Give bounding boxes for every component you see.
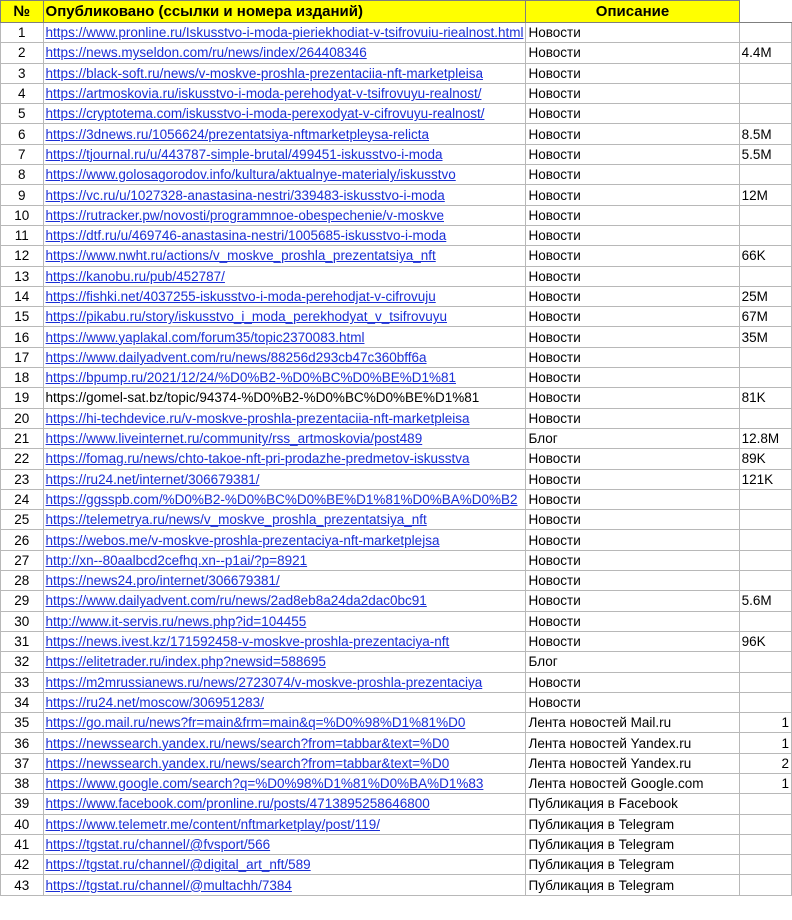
row-number-cell[interactable]: 34 bbox=[1, 692, 44, 712]
reach-cell[interactable]: 67M bbox=[739, 307, 791, 327]
row-number-cell[interactable]: 17 bbox=[1, 347, 44, 367]
link-cell[interactable]: https://fishki.net/4037255-iskusstvo-i-moda-perehodjat-v-cifrovuju bbox=[43, 286, 526, 306]
reach-cell[interactable] bbox=[739, 692, 791, 712]
description-cell[interactable]: Новости bbox=[526, 327, 739, 347]
description-cell[interactable]: Новости bbox=[526, 692, 739, 712]
header-number[interactable]: № bbox=[1, 1, 44, 23]
reach-cell[interactable] bbox=[739, 489, 791, 509]
table-row bbox=[1, 814, 792, 834]
description-cell[interactable]: Новости bbox=[526, 286, 739, 306]
link-cell[interactable]: https://elitetrader.ru/index.php?newsid=588695 bbox=[43, 652, 526, 672]
table-row bbox=[1, 794, 792, 814]
reach-cell[interactable] bbox=[739, 550, 791, 570]
row-number-cell[interactable]: 8 bbox=[1, 165, 44, 185]
link-cell[interactable]: https://3dnews.ru/1056624/prezentatsiya-nftmarketpleysa-relicta bbox=[43, 124, 526, 144]
reach-cell[interactable]: 121K bbox=[739, 469, 791, 489]
description-cell[interactable]: Новости bbox=[526, 83, 739, 103]
description-cell[interactable]: Новости bbox=[526, 530, 739, 550]
row-number-cell[interactable]: 11 bbox=[1, 225, 44, 245]
row-number-cell[interactable]: 43 bbox=[1, 875, 44, 895]
row-number-cell[interactable]: 12 bbox=[1, 246, 44, 266]
description-cell[interactable]: Новости bbox=[526, 591, 739, 611]
reach-cell[interactable]: 66K bbox=[739, 246, 791, 266]
row-number-cell[interactable]: 31 bbox=[1, 631, 44, 651]
table-row bbox=[1, 875, 792, 895]
row-number-cell[interactable]: 5 bbox=[1, 104, 44, 124]
table-row bbox=[1, 408, 792, 428]
row-number-cell[interactable]: 20 bbox=[1, 408, 44, 428]
row-number-cell[interactable]: 27 bbox=[1, 550, 44, 570]
description-cell[interactable]: Новости bbox=[526, 307, 739, 327]
table-body bbox=[1, 23, 792, 896]
row-number-cell[interactable]: 21 bbox=[1, 428, 44, 448]
reach-cell[interactable] bbox=[739, 794, 791, 814]
row-number-cell[interactable]: 16 bbox=[1, 327, 44, 347]
table-row bbox=[1, 672, 792, 692]
reach-cell[interactable] bbox=[739, 165, 791, 185]
link-cell[interactable]: https://tgstat.ru/channel/@digital_art_nft/589 bbox=[43, 855, 526, 875]
reach-cell[interactable]: 12.8M bbox=[739, 428, 791, 448]
description-cell[interactable]: Новости bbox=[526, 43, 739, 63]
description-cell[interactable]: Новости bbox=[526, 144, 739, 164]
row-number-cell[interactable]: 19 bbox=[1, 388, 44, 408]
link-cell[interactable]: https://fomag.ru/news/chto-takoe-nft-pri-prodazhe-predmetov-iskusstva bbox=[43, 449, 526, 469]
reach-cell[interactable]: 1 bbox=[739, 773, 791, 793]
description-cell[interactable]: Новости bbox=[526, 225, 739, 245]
reach-cell[interactable] bbox=[739, 408, 791, 428]
reach-cell[interactable] bbox=[739, 104, 791, 124]
link-cell[interactable]: https://www.nwht.ru/actions/v_moskve_proshla_prezentatsiya_nft bbox=[43, 246, 526, 266]
reach-cell[interactable] bbox=[739, 63, 791, 83]
description-cell[interactable]: Лента новостей Mail.ru bbox=[526, 713, 739, 733]
table-row bbox=[1, 631, 792, 651]
header-row bbox=[1, 1, 792, 23]
link-cell[interactable]: https://www.facebook.com/pronline.ru/posts/4713895258646800 bbox=[43, 794, 526, 814]
reach-cell[interactable]: 2 bbox=[739, 753, 791, 773]
table-row bbox=[1, 83, 792, 103]
table-row bbox=[1, 611, 792, 631]
description-cell[interactable]: Новости bbox=[526, 672, 739, 692]
link-cell[interactable]: https://vc.ru/u/1027328-anastasina-nestri/339483-iskusstvo-i-moda bbox=[43, 185, 526, 205]
reach-cell[interactable] bbox=[739, 205, 791, 225]
table-row bbox=[1, 286, 792, 306]
header-reach[interactable] bbox=[739, 1, 791, 23]
reach-cell[interactable]: 96K bbox=[739, 631, 791, 651]
row-number-cell[interactable]: 42 bbox=[1, 855, 44, 875]
link-cell[interactable]: https://kanobu.ru/pub/452787/ bbox=[43, 266, 526, 286]
row-number-cell[interactable]: 30 bbox=[1, 611, 44, 631]
row-number-cell[interactable]: 25 bbox=[1, 510, 44, 530]
description-cell[interactable]: Публикация в Telegram bbox=[526, 855, 739, 875]
description-cell[interactable]: Новости bbox=[526, 449, 739, 469]
description-cell[interactable]: Лента новостей Yandex.ru bbox=[526, 733, 739, 753]
table-row bbox=[1, 733, 792, 753]
description-cell[interactable]: Новости bbox=[526, 246, 739, 266]
table-row bbox=[1, 489, 792, 509]
reach-cell[interactable] bbox=[739, 225, 791, 245]
reach-cell[interactable] bbox=[739, 510, 791, 530]
reach-cell[interactable]: 5.6M bbox=[739, 591, 791, 611]
row-number-cell[interactable]: 32 bbox=[1, 652, 44, 672]
description-cell[interactable]: Новости bbox=[526, 408, 739, 428]
description-cell[interactable]: Новости bbox=[526, 63, 739, 83]
description-cell[interactable]: Новости bbox=[526, 469, 739, 489]
link-cell[interactable]: https://www.dailyadvent.com/ru/news/88256d293cb47c360bff6a bbox=[43, 347, 526, 367]
description-cell[interactable]: Новости bbox=[526, 266, 739, 286]
link-cell[interactable]: https://webos.me/v-moskve-proshla-prezentaciya-nft-marketplejsa bbox=[43, 530, 526, 550]
description-cell[interactable]: Новости bbox=[526, 104, 739, 124]
link-cell[interactable]: https://gomel-sat.bz/topic/94374-%D0%B2-%D0%BC%D0%BE%D1%81 bbox=[43, 388, 526, 408]
description-cell[interactable]: Блог bbox=[526, 652, 739, 672]
reach-cell[interactable] bbox=[739, 611, 791, 631]
link-cell[interactable]: https://newssearch.yandex.ru/news/search?from=tabbar&text=%D0 bbox=[43, 733, 526, 753]
table-row bbox=[1, 388, 792, 408]
link-cell[interactable]: https://www.liveinternet.ru/community/rss_artmoskovia/post489 bbox=[43, 428, 526, 448]
table-row bbox=[1, 185, 792, 205]
row-number-cell[interactable]: 10 bbox=[1, 205, 44, 225]
link-cell[interactable]: https://cryptotema.com/iskusstvo-i-moda-perexodyat-v-cifrovuyu-realnost/ bbox=[43, 104, 526, 124]
row-number-cell[interactable]: 39 bbox=[1, 794, 44, 814]
description-cell[interactable]: Публикация в Telegram bbox=[526, 834, 739, 854]
link-cell[interactable]: https://www.pronline.ru/Iskusstvo-i-moda-pieriekhodiat-v-tsifrovuiu-riealnost.html bbox=[43, 23, 526, 43]
link-cell[interactable]: https://artmoskovia.ru/iskusstvo-i-moda-perehodyat-v-tsifrovuyu-realnost/ bbox=[43, 83, 526, 103]
row-number-cell[interactable]: 24 bbox=[1, 489, 44, 509]
link-cell[interactable]: https://tgstat.ru/channel/@fvsport/566 bbox=[43, 834, 526, 854]
link-cell[interactable]: https://m2mrussianews.ru/news/2723074/v-moskve-proshla-prezentaciya bbox=[43, 672, 526, 692]
link-cell[interactable]: https://ru24.net/moscow/306951283/ bbox=[43, 692, 526, 712]
row-number-cell[interactable]: 15 bbox=[1, 307, 44, 327]
description-cell[interactable]: Новости bbox=[526, 510, 739, 530]
table-row bbox=[1, 266, 792, 286]
link-cell[interactable]: https://www.google.com/search?q=%D0%98%D1%81%D0%BA%D1%83 bbox=[43, 773, 526, 793]
link-cell[interactable]: https://www.telemetr.me/content/nftmarketplay/post/119/ bbox=[43, 814, 526, 834]
row-number-cell[interactable]: 1 bbox=[1, 23, 44, 43]
table-row bbox=[1, 530, 792, 550]
reach-cell[interactable] bbox=[739, 530, 791, 550]
table-row bbox=[1, 63, 792, 83]
row-number-cell[interactable]: 37 bbox=[1, 753, 44, 773]
table-row bbox=[1, 692, 792, 712]
reach-cell[interactable]: 5.5M bbox=[739, 144, 791, 164]
row-number-cell[interactable]: 2 bbox=[1, 43, 44, 63]
row-number-cell[interactable]: 23 bbox=[1, 469, 44, 489]
table-row bbox=[1, 753, 792, 773]
reach-cell[interactable]: 89K bbox=[739, 449, 791, 469]
link-cell[interactable]: https://www.golosagorodov.info/kultura/aktualnye-materialy/iskusstvo bbox=[43, 165, 526, 185]
description-cell[interactable]: Публикация в Telegram bbox=[526, 814, 739, 834]
description-cell[interactable]: Лента новостей Google.com bbox=[526, 773, 739, 793]
link-cell[interactable]: https://pikabu.ru/story/iskusstvo_i_moda_perekhodyat_v_tsifrovuyu bbox=[43, 307, 526, 327]
description-cell[interactable]: Новости bbox=[526, 631, 739, 651]
row-number-cell[interactable]: 6 bbox=[1, 124, 44, 144]
table-row bbox=[1, 510, 792, 530]
table-row bbox=[1, 652, 792, 672]
table-row bbox=[1, 368, 792, 388]
row-number-cell[interactable]: 14 bbox=[1, 286, 44, 306]
row-number-cell[interactable]: 38 bbox=[1, 773, 44, 793]
description-cell[interactable]: Новости bbox=[526, 489, 739, 509]
link-cell[interactable]: https://news24.pro/internet/306679381/ bbox=[43, 571, 526, 591]
table-row bbox=[1, 23, 792, 43]
description-cell[interactable]: Новости bbox=[526, 368, 739, 388]
link-cell[interactable]: https://ggsspb.com/%D0%B2-%D0%BC%D0%BE%D1%81%D0%BA%D0%B2 bbox=[43, 489, 526, 509]
link-cell[interactable]: https://news.myseldon.com/ru/news/index/264408346 bbox=[43, 43, 526, 63]
row-number-cell[interactable]: 22 bbox=[1, 449, 44, 469]
table-row bbox=[1, 124, 792, 144]
description-cell[interactable]: Новости bbox=[526, 124, 739, 144]
reach-cell[interactable] bbox=[739, 347, 791, 367]
header-published[interactable]: Опубликовано (ссылки и номера изданий) bbox=[43, 1, 526, 23]
link-cell[interactable]: https://dtf.ru/u/469746-anastasina-nestri/1005685-iskusstvo-i-moda bbox=[43, 225, 526, 245]
link-cell[interactable]: https://bpump.ru/2021/12/24/%D0%B2-%D0%BC%D0%BE%D1%81 bbox=[43, 368, 526, 388]
link-cell[interactable]: https://www.dailyadvent.com/ru/news/2ad8eb8a24da2dac0bc91 bbox=[43, 591, 526, 611]
table-row bbox=[1, 550, 792, 570]
reach-cell[interactable]: 35M bbox=[739, 327, 791, 347]
link-cell[interactable]: https://hi-techdevice.ru/v-moskve-proshla-prezentaciia-nft-marketpleisa bbox=[43, 408, 526, 428]
reach-cell[interactable] bbox=[739, 855, 791, 875]
reach-cell[interactable] bbox=[739, 83, 791, 103]
table-row bbox=[1, 165, 792, 185]
row-number-cell[interactable]: 40 bbox=[1, 814, 44, 834]
table-row bbox=[1, 713, 792, 733]
reach-cell[interactable] bbox=[739, 814, 791, 834]
link-cell[interactable]: https://newssearch.yandex.ru/news/search?from=tabbar&text=%D0 bbox=[43, 753, 526, 773]
table-row bbox=[1, 307, 792, 327]
reach-cell[interactable] bbox=[739, 652, 791, 672]
table-row bbox=[1, 246, 792, 266]
table-row bbox=[1, 571, 792, 591]
description-cell[interactable]: Новости bbox=[526, 165, 739, 185]
description-cell[interactable]: Новости bbox=[526, 23, 739, 43]
row-number-cell[interactable]: 9 bbox=[1, 185, 44, 205]
table-row bbox=[1, 773, 792, 793]
table-row bbox=[1, 591, 792, 611]
header-description[interactable]: Описание bbox=[526, 1, 739, 23]
description-cell[interactable]: Новости bbox=[526, 185, 739, 205]
table-row bbox=[1, 104, 792, 124]
table-row bbox=[1, 347, 792, 367]
reach-cell[interactable]: 1 bbox=[739, 733, 791, 753]
description-cell[interactable]: Новости bbox=[526, 611, 739, 631]
table-row bbox=[1, 428, 792, 448]
description-cell[interactable]: Блог bbox=[526, 428, 739, 448]
link-cell[interactable]: http://www.it-servis.ru/news.php?id=104455 bbox=[43, 611, 526, 631]
link-cell[interactable]: https://www.yaplakal.com/forum35/topic2370083.html bbox=[43, 327, 526, 347]
description-cell[interactable]: Новости bbox=[526, 347, 739, 367]
link-cell[interactable]: https://ru24.net/internet/306679381/ bbox=[43, 469, 526, 489]
link-cell[interactable]: https://tjournal.ru/u/443787-simple-brutal/499451-iskusstvo-i-moda bbox=[43, 144, 526, 164]
reach-cell[interactable]: 4.4M bbox=[739, 43, 791, 63]
table-row bbox=[1, 855, 792, 875]
reach-cell[interactable] bbox=[739, 368, 791, 388]
reach-cell[interactable] bbox=[739, 834, 791, 854]
row-number-cell[interactable]: 28 bbox=[1, 571, 44, 591]
table-row bbox=[1, 205, 792, 225]
row-number-cell[interactable]: 26 bbox=[1, 530, 44, 550]
description-cell[interactable]: Публикация в Telegram bbox=[526, 875, 739, 895]
reach-cell[interactable] bbox=[739, 23, 791, 43]
link-cell[interactable]: https://tgstat.ru/channel/@multachh/7384 bbox=[43, 875, 526, 895]
reach-cell[interactable]: 1 bbox=[739, 713, 791, 733]
row-number-cell[interactable]: 36 bbox=[1, 733, 44, 753]
description-cell[interactable]: Новости bbox=[526, 571, 739, 591]
reach-cell[interactable] bbox=[739, 672, 791, 692]
row-number-cell[interactable]: 35 bbox=[1, 713, 44, 733]
row-number-cell[interactable]: 3 bbox=[1, 63, 44, 83]
description-cell[interactable]: Лента новостей Yandex.ru bbox=[526, 753, 739, 773]
table-row bbox=[1, 225, 792, 245]
row-number-cell[interactable]: 13 bbox=[1, 266, 44, 286]
link-cell[interactable]: https://black-soft.ru/news/v-moskve-proshla-prezentaciia-nft-marketpleisa bbox=[43, 63, 526, 83]
reach-cell[interactable]: 8.5M bbox=[739, 124, 791, 144]
reach-cell[interactable] bbox=[739, 875, 791, 895]
description-cell[interactable]: Новости bbox=[526, 550, 739, 570]
description-cell[interactable]: Новости bbox=[526, 205, 739, 225]
row-number-cell[interactable]: 41 bbox=[1, 834, 44, 854]
row-number-cell[interactable]: 4 bbox=[1, 83, 44, 103]
row-number-cell[interactable]: 7 bbox=[1, 144, 44, 164]
reach-cell[interactable] bbox=[739, 266, 791, 286]
reach-cell[interactable] bbox=[739, 571, 791, 591]
reach-cell[interactable]: 12M bbox=[739, 185, 791, 205]
row-number-cell[interactable]: 29 bbox=[1, 591, 44, 611]
row-number-cell[interactable]: 18 bbox=[1, 368, 44, 388]
description-cell[interactable]: Публикация в Facebook bbox=[526, 794, 739, 814]
link-cell[interactable]: http://xn--80aalbcd2cefhq.xn--p1ai/?p=8921 bbox=[43, 550, 526, 570]
reach-cell[interactable]: 25M bbox=[739, 286, 791, 306]
link-cell[interactable]: https://go.mail.ru/news?fr=main&frm=main&q=%D0%98%D1%81%D0 bbox=[43, 713, 526, 733]
row-number-cell[interactable]: 33 bbox=[1, 672, 44, 692]
description-cell[interactable]: Новости bbox=[526, 388, 739, 408]
link-cell[interactable]: https://rutracker.pw/novosti/programmnoe-obespechenie/v-moskve bbox=[43, 205, 526, 225]
table-row bbox=[1, 449, 792, 469]
link-cell[interactable]: https://telemetrya.ru/news/v_moskve_proshla_prezentatsiya_nft bbox=[43, 510, 526, 530]
reach-cell[interactable]: 81K bbox=[739, 388, 791, 408]
table-row bbox=[1, 43, 792, 63]
link-cell[interactable]: https://news.ivest.kz/171592458-v-moskve-proshla-prezentaciya-nft bbox=[43, 631, 526, 651]
table-row bbox=[1, 144, 792, 164]
table-row bbox=[1, 469, 792, 489]
table-row bbox=[1, 327, 792, 347]
table-row bbox=[1, 834, 792, 854]
